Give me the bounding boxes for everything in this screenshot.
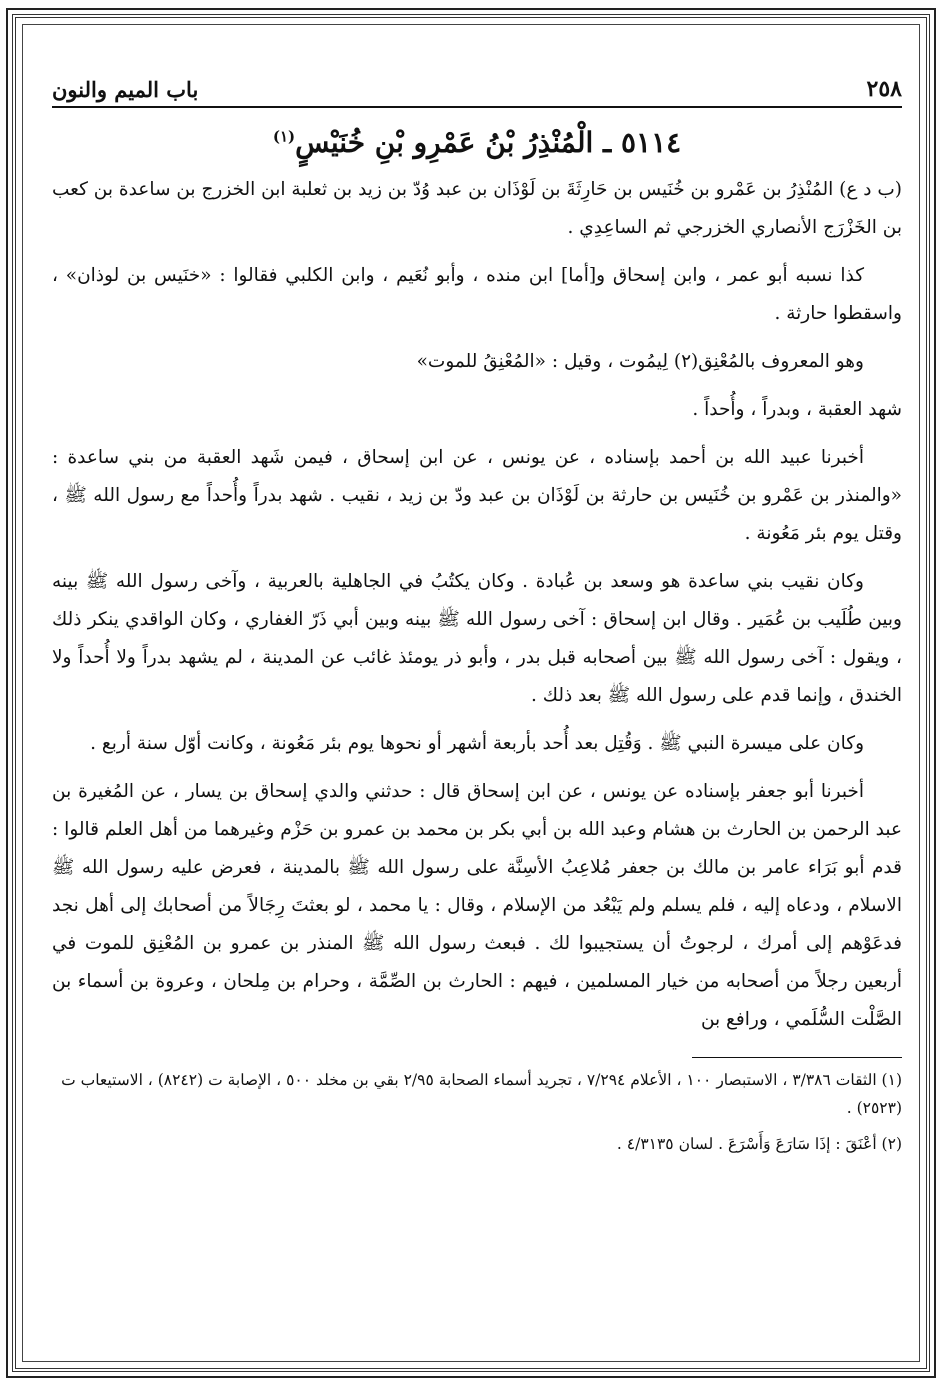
paragraph: (ب د ع) المُنْذِرُ بن عَمْرو بن خُنَيس بن حَارِثَةَ بن لَوْذَان بن عبد وُدّ بن زيد بن ثعلبة ابن الخزرج بن ساعدة بن كعب بن الخَزْرَج الأنصاري الخزرجي ثم الساعِدِي .	[52, 179, 902, 238]
footnote-divider	[692, 1057, 902, 1058]
body-text	[52, 171, 902, 1039]
book-page	[52, 60, 902, 1350]
section-title: باب الميم والنون	[52, 77, 199, 102]
paragraph: وهو المعروف بالمُعْنِق(٢) لِيمُوت ، وقيل : «المُعْنِقُ للموت»	[416, 351, 864, 372]
paragraph: كذا نسبه أبو عمر ، وابن إسحاق و[أما] ابن منده ، وأبو نُعَيم ، وابن الكلبي فقالوا : «خنَيس بن لوذان» ، واسقطوا حارثة .	[52, 265, 902, 324]
paragraph: أخبرنا عبيد الله بن أحمد بإسناده ، عن يونس ، عن ابن إسحاق ، فيمن شَهد العقبة من بني ساعدة : «والمنذر بن عَمْرو بن خُنَيس بن حارثة بن لَوْذَان بن عبد ودّ بن زيد ، نقيب . شهد بدراً وأُحداً مع رسول الله ﷺ ، وقتل يوم بئر مَعُونة .	[52, 447, 902, 544]
entry-title	[52, 126, 902, 159]
paragraph: أخبرنا أبو جعفر بإسناده عن يونس ، عن ابن إسحاق قال : حدثني والدي إسحاق بن يسار ، عن المُغيرة بن عبد الرحمن بن الحارث بن هشام وعبد الله بن أبي بكر بن محمد بن عمرو بن حَزْم وغيرهما من أهل العلم قالوا : قدم أبو بَرَاء عامر بن مالك بن جعفر مُلاعِبُ الأسِنَّة على رسول الله ﷺ بالمدينة ، فعرض عليه رسول الله ﷺ الاسلام ، ودعاه إليه ، فلم يسلم ولم يَبْعُد من الإسلام ، وقال : يا محمد ، لو بعثتَ رِجَالاً من أصحابك إلى أهل نجد فدعَوْهم إلى أمرك ، لرجوتُ أن يستجيبوا لك . فبعث رسول الله ﷺ المنذر بن عمرو بن المُعْنِق للموت في أربعين رجلاً من أصحابه من خيار المسلمين ، فيهم : الحارث بن الصِّمَّة ، وحرام بن مِلحان ، وعروة بن أسماء بن الصَّلْت السُّلَمي ، ورافع بن	[52, 781, 902, 1030]
entry-footnote-ref: (١)	[272, 127, 296, 146]
paragraph: وكان نقيب بني ساعدة هو وسعد بن عُبادة . وكان يكتُبُ في الجاهلية بالعربية ، وآخى رسول الله ﷺ بينه وبين طُلَيب بن عُمَير . وقال ابن إسحاق : آخى رسول الله ﷺ بينه وبين أبي ذَرّ الغفاري ، وكان الواقدي ينكر ذلك ، ويقول : آخى رسول الله ﷺ بين أصحابه قبل بدر ، وأبو ذر يومئذ غائب عن المدينة ، لم يشهد بدراً ولا أُحداً ولا الخندق ، وإنما قدم على رسول الله ﷺ بعد ذلك .	[52, 571, 902, 706]
running-header	[52, 60, 902, 108]
paragraph: شهد العقبة ، وبدراً ، وأُحداً .	[692, 399, 902, 420]
page-number: ٢٥٨	[866, 76, 902, 102]
entry-title-text: ٥١١٤ ـ الْمُنْذِرُ بْنُ عَمْرِو بْنِ خُنَيْسٍ	[295, 126, 682, 159]
footnote: (١) الثقات ٣/٣٨٦ ، الاستبصار ١٠٠ ، الأعلام ٧/٢٩٤ ، تجريد أسماء الصحابة ٢/٩٥ بقي بن مخلد ٥٠٠ ، الإصابة ت (٨٢٤٢) ، الاستيعاب ت (٢٥٢٣) .	[61, 1071, 902, 1117]
footnote: (٢) أعْنَقَ : إذَا سَارَعَ وَأَسْرَعَ . لسان ٤/٣١٣٥ .	[616, 1135, 902, 1153]
footnotes	[52, 1066, 902, 1158]
paragraph: وكان على ميسرة النبي ﷺ . وَقُتِل بعد أُحد بأربعة أشهر أو نحوها يوم بئر مَعُونة ، وكانت أوّل سنة أربع .	[90, 733, 864, 754]
